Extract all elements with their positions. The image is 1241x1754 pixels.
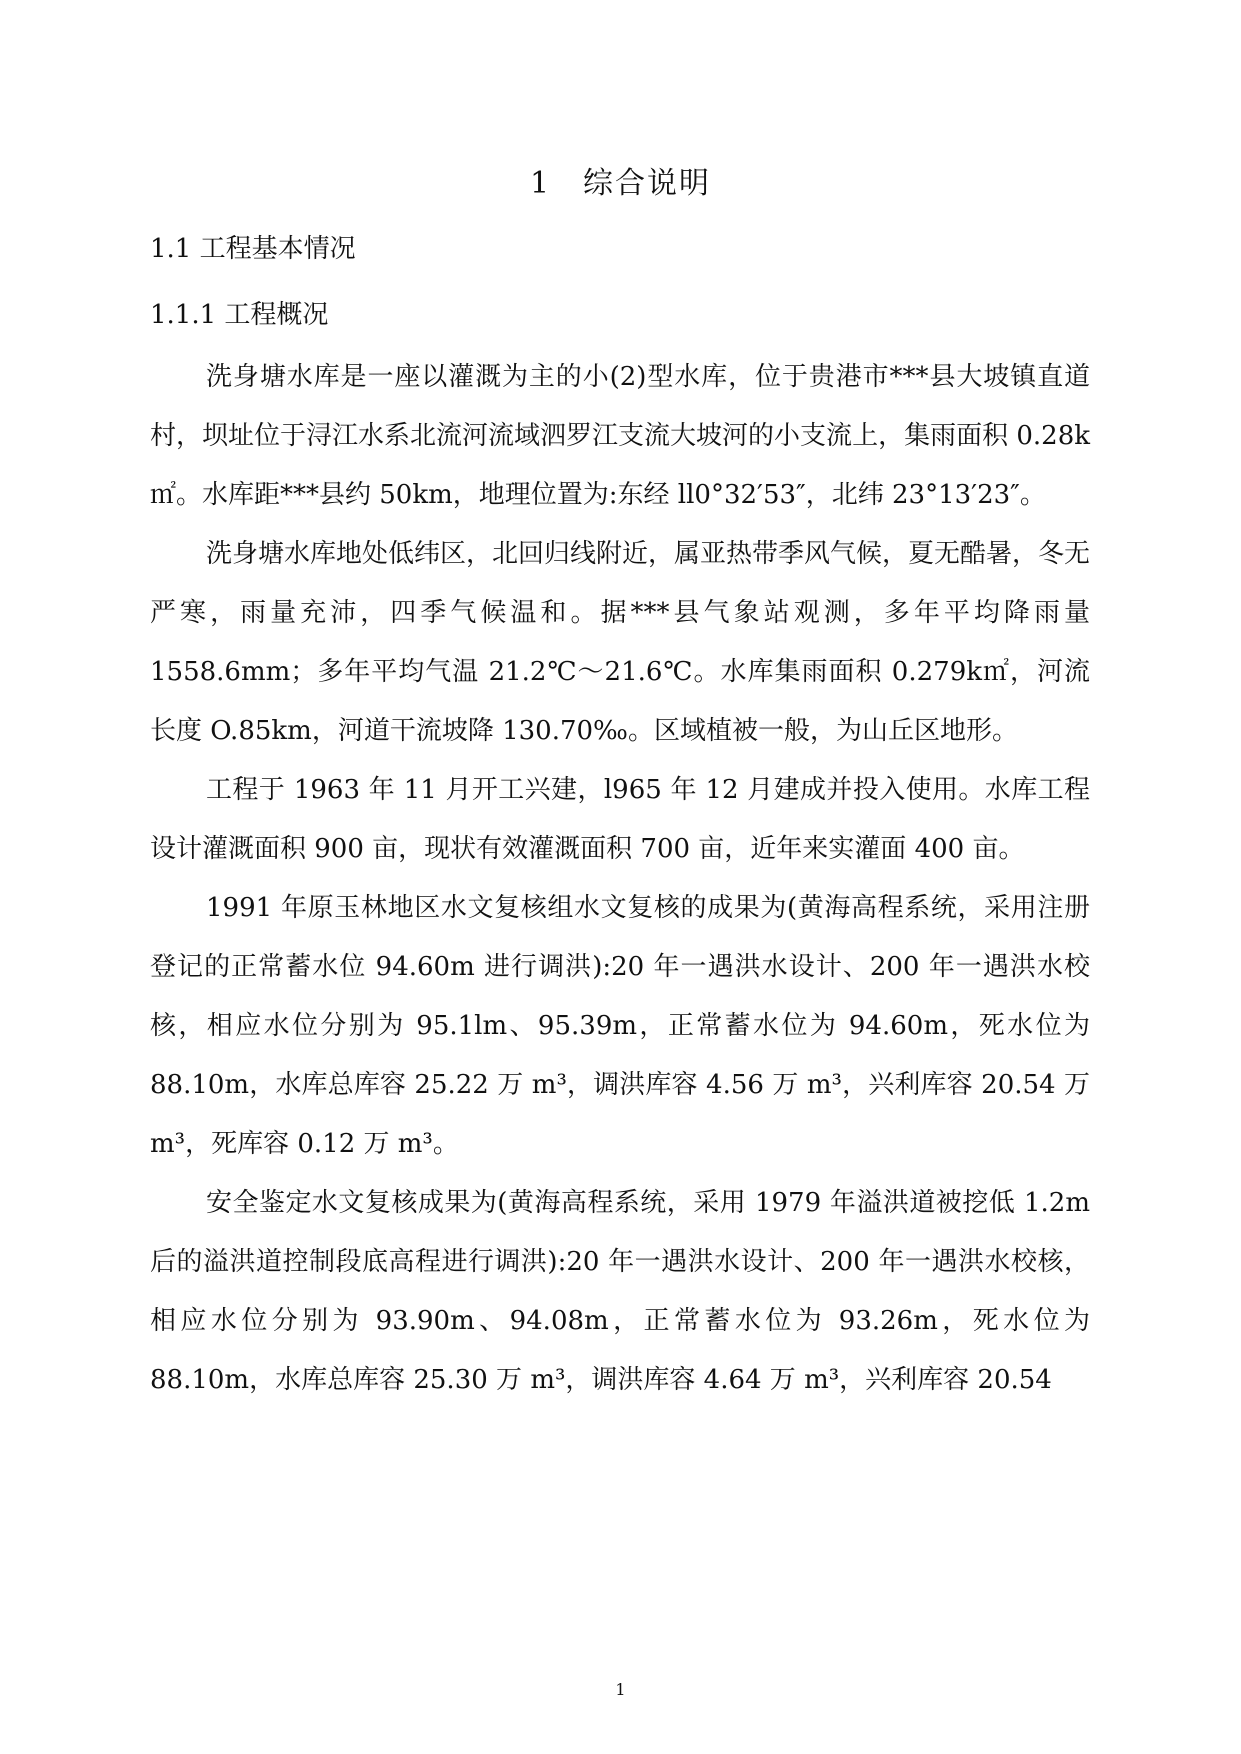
chapter-title: 1 综合说明 <box>529 166 712 201</box>
paragraph-hydrology-1991: 1991 年原玉林地区水文复核组水文复核的成果为(黄海高程系统，采用注册登记的正常蓄水位 94.60m 进行调洪):20 年一遇洪水设计、200 年一遇洪水校核，相应水位分别为 95.1lm、95.39m，正常蓄水位为 94.60m，死水位为 88.10m，水库总库容 25.22 万 m³，调洪库容 4.56 万 m³，兴利库容 20.54 万 m³，死库容 0.12 万 m³。 <box>150 893 1090 1159</box>
body-text <box>150 348 1090 1410</box>
page-number: 1 <box>615 1680 626 1699</box>
paragraph-safety-review: 安全鉴定水文复核成果为(黄海高程系统，采用 1979 年溢洪道被挖低 1.2m 后的溢洪道控制段底高程进行调洪):20 年一遇洪水设计、200 年一遇洪水校核，相应水位分别为 93.90m、94.08m，正常蓄水位为 93.26m，死水位为 88.10m，水库总库容 25.30 万 m³，调洪库容 4.64 万 m³，兴利库容 20.54 <box>150 1188 1090 1395</box>
paragraph-construction: 工程于 1963 年 11 月开工兴建，l965 年 12 月建成并投入使用。水库工程设计灌溉面积 900 亩，现状有效灌溉面积 700 亩，近年来实灌面 400 亩。 <box>150 775 1090 864</box>
section-heading: 1.1 工程基本情况 <box>150 234 356 264</box>
paragraph-location: 洗身塘水库是一座以灌溉为主的小(2)型水库，位于贵港市***县大坡镇直道村，坝址位于浔江水系北流河流域泗罗江支流大坡河的小支流上，集雨面积 0.28k㎡。水库距***县约 50km，地理位置为:东经 ll0°32′53″，北纬 23°13′23″。 <box>150 362 1090 510</box>
paragraph-climate: 洗身塘水库地处低纬区，北回归线附近，属亚热带季风气候，夏无酷暑，冬无严寒，雨量充沛，四季气候温和。据***县气象站观测，多年平均降雨量 1558.6mm；多年平均气温 21.2℃～21.6℃。水库集雨面积 0.279k㎡，河流长度 O.85km，河道干流坡降 130.70‰。区域植被一般，为山丘区地形。 <box>150 539 1091 746</box>
subsection-heading: 1.1.1 工程概况 <box>150 300 329 330</box>
